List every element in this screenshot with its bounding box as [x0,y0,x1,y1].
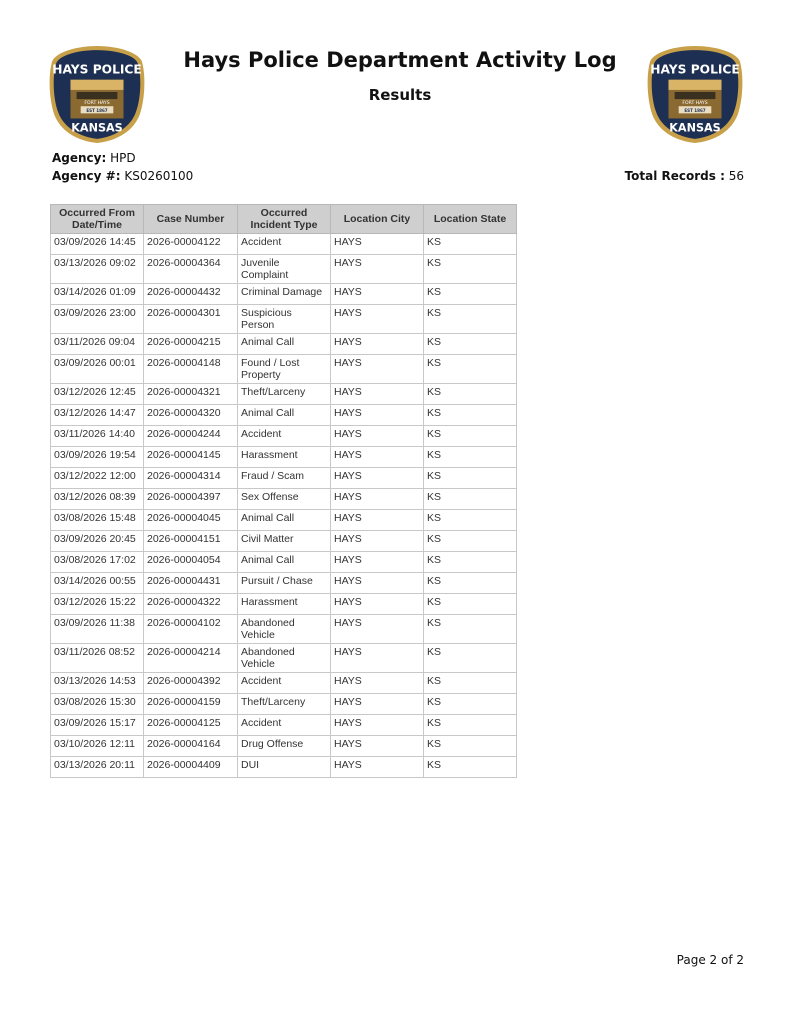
table-cell: Fraud / Scam [238,468,331,489]
table-cell: Abandoned Vehicle [238,615,331,644]
table-cell: 2026-00004102 [144,615,238,644]
table-cell: 2026-00004159 [144,694,238,715]
table-cell: Animal Call [238,510,331,531]
table-cell: KS [424,673,517,694]
table-cell: 2026-00004045 [144,510,238,531]
total-records-label: Total Records : [624,169,725,183]
table-header-row [51,205,517,234]
table-cell: HAYS [331,468,424,489]
table-row [51,615,517,644]
table-cell: KS [424,715,517,736]
agency-number-line [52,169,193,183]
table-cell: KS [424,736,517,757]
table-cell: 2026-00004409 [144,757,238,778]
column-header: Location State [424,205,517,234]
agency-number-value: KS0260100 [124,169,194,183]
table-cell: HAYS [331,644,424,673]
table-cell: 03/09/2026 00:01 [51,355,144,384]
police-badge-icon [46,43,148,145]
agency-line [52,151,136,165]
table-cell: KS [424,594,517,615]
table-cell: Harassment [238,447,331,468]
total-records [625,169,744,183]
table-cell: HAYS [331,757,424,778]
table-cell: 03/09/2026 19:54 [51,447,144,468]
table-cell: KS [424,489,517,510]
table-row [51,447,517,468]
table-cell: HAYS [331,673,424,694]
table-cell: DUI [238,757,331,778]
table-cell: 2026-00004322 [144,594,238,615]
badge-est-text: EST 1867 [684,107,706,113]
table-cell: Sex Offense [238,489,331,510]
table-cell: KS [424,694,517,715]
table-row [51,355,517,384]
table-cell: Accident [238,426,331,447]
table-cell: KS [424,644,517,673]
table-row [51,510,517,531]
table-cell: HAYS [331,334,424,355]
table-cell: HAYS [331,715,424,736]
agency-number-label: Agency #: [52,169,121,183]
table-row [51,573,517,594]
table-cell: 2026-00004364 [144,255,238,284]
table-cell: HAYS [331,531,424,552]
table-row [51,255,517,284]
table-cell: 2026-00004431 [144,573,238,594]
table-cell: KS [424,355,517,384]
table-row [51,594,517,615]
table-row [51,673,517,694]
table-cell: KS [424,384,517,405]
table-cell: 03/13/2026 20:11 [51,757,144,778]
table-cell: KS [424,552,517,573]
badge-middle-text: FORT HAYS [84,101,110,107]
table-cell: Criminal Damage [238,284,331,305]
column-header: Occurred Incident Type [238,205,331,234]
table-cell: HAYS [331,573,424,594]
table-cell: 03/08/2026 17:02 [51,552,144,573]
table-cell: 2026-00004392 [144,673,238,694]
table-cell: 2026-00004151 [144,531,238,552]
table-cell: 03/12/2026 15:22 [51,594,144,615]
table-cell: Suspicious Person [238,305,331,334]
table-row [51,426,517,447]
table-cell: 2026-00004214 [144,644,238,673]
table-cell: 03/11/2026 09:04 [51,334,144,355]
table-cell: 2026-00004314 [144,468,238,489]
table-cell: Civil Matter [238,531,331,552]
table-cell: 03/08/2026 15:48 [51,510,144,531]
table-row [51,531,517,552]
table-cell: HAYS [331,255,424,284]
table-cell: HAYS [331,552,424,573]
badge-bottom-text: KANSAS [71,121,123,135]
agency-label: Agency: [52,151,107,165]
table-row [51,384,517,405]
table-cell: HAYS [331,594,424,615]
table-row [51,234,517,255]
table-cell: 03/11/2026 08:52 [51,644,144,673]
table-cell: KS [424,305,517,334]
badge-top-text: HAYS POLICE [650,62,740,77]
table-cell: HAYS [331,615,424,644]
table-body [51,234,517,778]
table-cell: KS [424,405,517,426]
table-row [51,334,517,355]
table-cell: 03/09/2026 11:38 [51,615,144,644]
police-badge-icon [644,43,746,145]
table-row [51,552,517,573]
table-cell: KS [424,468,517,489]
table-cell: 03/13/2026 09:02 [51,255,144,284]
table-cell: 2026-00004244 [144,426,238,447]
table-cell: 03/09/2026 14:45 [51,234,144,255]
total-records-value: 56 [728,169,744,183]
table-cell: KS [424,255,517,284]
table-cell: HAYS [331,234,424,255]
table-cell: KS [424,334,517,355]
table-cell: 2026-00004122 [144,234,238,255]
table-cell: KS [424,426,517,447]
table-cell: Pursuit / Chase [238,573,331,594]
table-cell: HAYS [331,510,424,531]
table-row [51,694,517,715]
table-row [51,405,517,426]
table-row [51,736,517,757]
table-cell: HAYS [331,426,424,447]
table-cell: 03/09/2026 15:17 [51,715,144,736]
table-cell: HAYS [331,736,424,757]
table-cell: Accident [238,715,331,736]
table-cell: 2026-00004145 [144,447,238,468]
table-cell: Accident [238,234,331,255]
table-row [51,284,517,305]
table-cell: 03/14/2026 00:55 [51,573,144,594]
table-row [51,305,517,334]
table-row [51,757,517,778]
table-cell: 03/08/2026 15:30 [51,694,144,715]
table-cell: 2026-00004215 [144,334,238,355]
activity-log-table [50,204,517,778]
table-cell: Accident [238,673,331,694]
table-cell: KS [424,510,517,531]
table-cell: 2026-00004148 [144,355,238,384]
table-cell: 2026-00004321 [144,384,238,405]
table-cell: Animal Call [238,405,331,426]
column-header: Occurred From Date/Time [51,205,144,234]
table-cell: KS [424,573,517,594]
table-cell: HAYS [331,284,424,305]
table-row [51,489,517,510]
table-cell: HAYS [331,489,424,510]
table-row [51,715,517,736]
badge-middle-text: FORT HAYS [682,101,708,107]
table-cell: 2026-00004164 [144,736,238,757]
column-header: Case Number [144,205,238,234]
table-cell: KS [424,284,517,305]
table-cell: KS [424,531,517,552]
table-cell: 2026-00004301 [144,305,238,334]
table-cell: Animal Call [238,552,331,573]
agency-value: HPD [110,151,136,165]
table-cell: 03/09/2026 20:45 [51,531,144,552]
table-cell: HAYS [331,355,424,384]
table-cell: 03/12/2026 08:39 [51,489,144,510]
police-badge-left [46,43,148,145]
table-cell: 2026-00004125 [144,715,238,736]
table-cell: 2026-00004054 [144,552,238,573]
table-cell: Abandoned Vehicle [238,644,331,673]
police-badge-right [644,43,746,145]
table-cell: Animal Call [238,334,331,355]
badge-top-text: HAYS POLICE [52,62,142,77]
badge-est-text: EST 1867 [86,107,108,113]
table-cell: KS [424,234,517,255]
table-cell: Theft/Larceny [238,384,331,405]
table-cell: 03/09/2026 23:00 [51,305,144,334]
table-cell: 2026-00004397 [144,489,238,510]
page-subtitle: Results [368,86,432,104]
table-cell: 2026-00004320 [144,405,238,426]
table-cell: Found / Lost Property [238,355,331,384]
table-cell: 03/14/2026 01:09 [51,284,144,305]
table-cell: Theft/Larceny [238,694,331,715]
table-cell: Drug Offense [238,736,331,757]
table-cell: KS [424,447,517,468]
table-cell: HAYS [331,694,424,715]
table-row [51,644,517,673]
table-cell: HAYS [331,305,424,334]
badge-bottom-text: KANSAS [669,121,721,135]
table-cell: KS [424,757,517,778]
table-cell: HAYS [331,405,424,426]
table-cell: 03/12/2022 12:00 [51,468,144,489]
table-cell: 03/13/2026 14:53 [51,673,144,694]
page-number: Page 2 of 2 [676,953,744,967]
table-cell: 03/12/2026 14:47 [51,405,144,426]
column-header: Location City [331,205,424,234]
table-cell: 2026-00004432 [144,284,238,305]
page-title: Hays Police Department Activity Log [183,48,617,72]
table-cell: 03/11/2026 14:40 [51,426,144,447]
table-row [51,468,517,489]
table-cell: HAYS [331,447,424,468]
table-cell: HAYS [331,384,424,405]
table-cell: 03/12/2026 12:45 [51,384,144,405]
table-cell: KS [424,615,517,644]
table-cell: Juvenile Complaint [238,255,331,284]
table-cell: 03/10/2026 12:11 [51,736,144,757]
table-cell: Harassment [238,594,331,615]
